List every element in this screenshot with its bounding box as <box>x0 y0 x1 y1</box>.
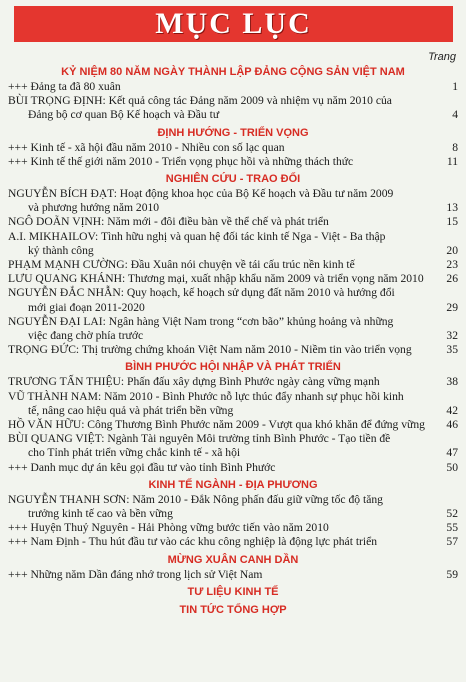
toc-entry[interactable] <box>8 215 458 229</box>
toc-page-number: 32 <box>446 329 458 343</box>
toc-entry-text: +++ Những năm Dần đáng nhớ trong lịch sử Việt Nam <box>8 567 263 581</box>
toc-entry[interactable] <box>8 568 458 582</box>
toc-entry-text: HỒ VĂN HỮU: Công Thương Bình Phước năm 2009 - Vượt qua khó khăn để đứng vững <box>8 418 425 432</box>
toc-entry[interactable] <box>8 141 458 155</box>
toc-entry-text: NGÔ DOÃN VỊNH: Năm mới - đôi điều bàn về thể chế và phát triển <box>8 215 329 229</box>
toc-page-number: 42 <box>446 403 458 417</box>
toc-entry[interactable] <box>8 258 458 272</box>
toc-entry[interactable] <box>8 315 458 343</box>
toc-page-number: 55 <box>446 521 458 535</box>
toc-entry-text: Đảng bộ cơ quan Bộ Kế hoạch và Đầu tư <box>28 108 220 122</box>
toc-page-number: 15 <box>446 215 458 229</box>
section-heading: NGHIÊN CỨU - TRAO ĐỔI <box>165 173 301 186</box>
toc-entry-text: NGUYỄN THANH SƠN: Năm 2010 - Đắk Nông phấn đấu giữ vững tốc độ tăng <box>8 492 383 506</box>
toc-entry-text: +++ Kinh tế - xã hội đầu năm 2010 - Nhiều con số lạc quan <box>8 140 285 154</box>
toc-entry-text: BÙI TRỌNG ĐỊNH: Kết quả công tác Đảng năm 2009 và nhiệm vụ năm 2010 của <box>8 94 392 108</box>
toc-entry-text: +++ Huyện Thuỷ Nguyên - Hải Phòng vững bước tiến vào năm 2010 <box>8 521 329 535</box>
toc-entry-text: BÙI QUANG VIỆT: Ngành Tài nguyên Môi trường tỉnh Bình Phước - Tạo tiền đề <box>8 432 391 446</box>
toc-page-number: 4 <box>452 108 458 122</box>
toc-entry-text: VŨ THÀNH NAM: Năm 2010 - Bình Phước nỗ lực thúc đẩy nhanh sự phục hồi kinh <box>8 389 404 403</box>
table-of-contents <box>8 62 458 618</box>
toc-entry-text: A.I. MIKHAILOV: Tình hữu nghị và quan hệ đối tác kinh tế Nga - Việt - Ba thập <box>8 229 386 243</box>
toc-entry-text: +++ Danh mục dự án kêu gọi đầu tư vào tỉnh Bình Phước <box>8 460 276 474</box>
toc-entry[interactable] <box>8 375 458 389</box>
toc-page-number: 38 <box>446 375 458 389</box>
toc-page-number: 35 <box>446 343 458 357</box>
toc-entry[interactable] <box>8 155 458 169</box>
toc-entry-text: kỷ thành công <box>28 243 94 257</box>
toc-page-number: 26 <box>446 272 458 286</box>
toc-page-number: 50 <box>446 460 458 474</box>
section-heading: BÌNH PHƯỚC HỘI NHẬP VÀ PHÁT TRIỂN <box>125 361 341 374</box>
toc-entry[interactable] <box>8 535 458 549</box>
toc-entry[interactable] <box>8 390 458 418</box>
section-heading: MỪNG XUÂN CANH DẦN <box>167 553 299 566</box>
toc-entry[interactable] <box>8 343 458 357</box>
toc-entry-text: LƯU QUANG KHÁNH: Thương mại, xuất nhập khẩu năm 2009 và triển vọng năm 2010 <box>8 272 424 286</box>
toc-page-number: 11 <box>446 154 458 168</box>
toc-entry-text: tế, nâng cao hiệu quả và phát triển bền vững <box>28 403 234 417</box>
toc-entry[interactable] <box>8 493 458 521</box>
toc-entry-text: +++ Nam Định - Thu hút đầu tư vào các khu công nghiệp là động lực phát triển <box>8 535 378 549</box>
page-column-label: Trang <box>428 51 456 63</box>
toc-page-number: 23 <box>446 258 458 272</box>
toc-page-number: 52 <box>446 507 458 521</box>
toc-entry-text: TRƯƠNG TẤN THIỆU: Phấn đấu xây dựng Bình Phước ngày càng vững mạnh <box>8 375 380 389</box>
toc-entry-text: +++ Kinh tế thế giới năm 2010 - Triển vọng phục hồi và những thách thức <box>8 154 354 168</box>
toc-entry[interactable] <box>8 286 458 314</box>
toc-entry-text: trưởng kinh tế cao và bền vững <box>28 507 173 521</box>
toc-page-number: 8 <box>452 140 458 154</box>
toc-page-number: 20 <box>446 243 458 257</box>
toc-entry-text: việc đang chờ phía trước <box>28 329 144 343</box>
title-banner <box>14 6 453 42</box>
toc-entry-text: NGUYỄN ĐẠI LAI: Ngân hàng Việt Nam trong “cơn bão” khủng hoảng và những <box>8 314 394 328</box>
section-heading: KỶ NIỆM 80 NĂM NGÀY THÀNH LẬP ĐẢNG CỘNG SẢN VIỆT NAM <box>61 66 405 78</box>
toc-entry-text: NGUYỄN BÍCH ĐẠT: Hoạt động khoa học của Bộ Kế hoạch và Đầu tư năm 2009 <box>8 187 394 201</box>
section-heading: TƯ LIỆU KINH TẾ <box>187 585 279 598</box>
page-title: MỤC LỤC <box>155 7 312 40</box>
toc-entry[interactable] <box>8 432 458 460</box>
toc-page-number: 46 <box>446 418 458 432</box>
toc-entry[interactable] <box>8 272 458 286</box>
toc-page-number: 1 <box>452 80 458 93</box>
toc-entry-text: TRỌNG ĐỨC: Thị trường chứng khoán Việt Nam năm 2010 - Niềm tin vào triển vọng <box>8 343 412 357</box>
toc-entry-text: PHẠM MẠNH CƯỜNG: Đầu Xuân nói chuyện về tái cấu trúc nền kinh tế <box>8 258 355 272</box>
section-heading: KINH TẾ NGÀNH - ĐỊA PHƯƠNG <box>148 478 318 491</box>
toc-entry[interactable] <box>8 418 458 432</box>
section-heading: ĐỊNH HƯỚNG - TRIỂN VỌNG <box>157 126 309 139</box>
toc-page-number: 57 <box>446 535 458 549</box>
toc-entry[interactable] <box>8 187 458 215</box>
section-heading: TIN TỨC TỔNG HỢP <box>179 603 287 616</box>
toc-entry-text: NGUYỄN ĐẮC NHẪN: Quy hoạch, kế hoạch sử dụng đất năm 2010 và hướng đổi <box>8 286 395 300</box>
toc-entry[interactable] <box>8 521 458 535</box>
toc-entry-text: cho Tỉnh phát triển vững chắc kinh tế - xã hội <box>28 446 241 460</box>
toc-entry-text: và phương hướng năm 2010 <box>28 201 160 215</box>
toc-entry-text: +++ Đảng ta đã 80 xuân <box>8 80 121 93</box>
toc-page-number: 47 <box>446 446 458 460</box>
toc-page-number: 13 <box>446 201 458 215</box>
toc-entry-text: mới giai đoạn 2011-2020 <box>28 300 145 314</box>
toc-entry[interactable] <box>8 230 458 258</box>
toc-page-number: 29 <box>446 300 458 314</box>
toc-entry[interactable] <box>8 80 458 94</box>
toc-entry[interactable] <box>8 94 458 122</box>
toc-page-number: 59 <box>446 567 458 581</box>
toc-entry[interactable] <box>8 461 458 475</box>
